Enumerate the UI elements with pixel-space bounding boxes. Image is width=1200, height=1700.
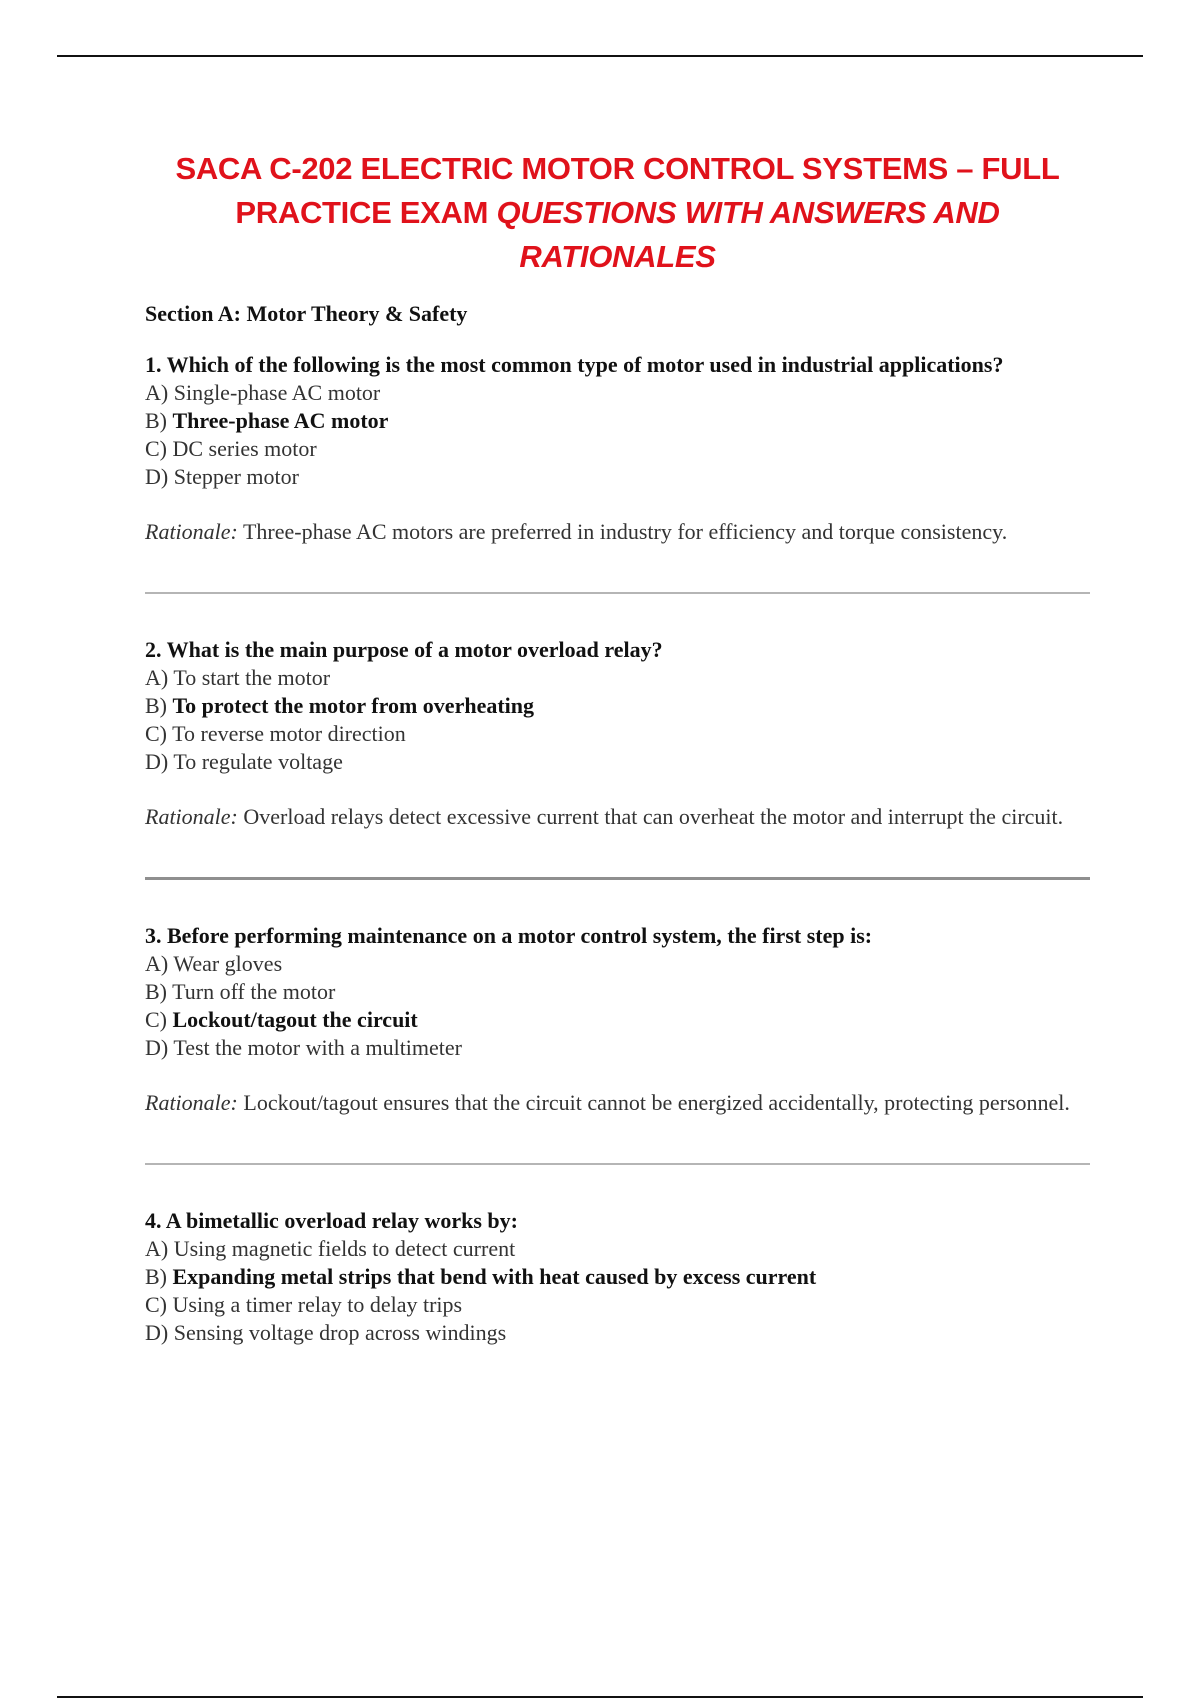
option-a: A) Wear gloves — [145, 951, 283, 976]
question-title: 4. A bimetallic overload relay works by: — [145, 1208, 518, 1233]
page-bottom-rule — [57, 1696, 1143, 1698]
question-divider — [145, 592, 1090, 594]
section-heading: Section A: Motor Theory & Safety — [145, 301, 468, 326]
rationale: Rationale: Overload relays detect excessive current that can overheat the motor and interrupt the circuit. — [145, 804, 1064, 829]
question-1 — [145, 351, 1090, 545]
question-title: 2. What is the main purpose of a motor overload relay? — [145, 637, 663, 662]
option-c-correct: C) Lockout/tagout the circuit — [145, 1007, 418, 1032]
option-c: C) To reverse motor direction — [145, 721, 406, 746]
page-title — [150, 147, 1085, 279]
option-d: D) Test the motor with a multimeter — [145, 1035, 463, 1060]
question-3 — [145, 922, 1090, 1116]
option-a: A) To start the motor — [145, 665, 331, 690]
option-b: B) Turn off the motor — [145, 979, 336, 1004]
question-title: 1. Which of the following is the most common type of motor used in industrial applications? — [145, 352, 1004, 377]
question-divider — [145, 1163, 1090, 1165]
question-title: 3. Before performing maintenance on a motor control system, the first step is: — [145, 923, 873, 948]
title-italic: QUESTIONS WITH ANSWERS AND RATIONALES — [496, 195, 1000, 274]
option-a: A) Single-phase AC motor — [145, 380, 381, 405]
rationale: Rationale: Three-phase AC motors are preferred in industry for efficiency and torque consistency. — [145, 519, 1008, 544]
question-4 — [145, 1207, 1090, 1347]
document-body — [145, 300, 1090, 1347]
question-2 — [145, 636, 1090, 830]
option-d: D) Stepper motor — [145, 464, 299, 489]
question-divider — [145, 877, 1090, 880]
option-b-correct: B) To protect the motor from overheating — [145, 693, 535, 718]
page-top-rule — [57, 55, 1143, 57]
option-b-correct: B) Expanding metal strips that bend with heat caused by excess current — [145, 1264, 817, 1289]
option-b-correct: B) Three-phase AC motor — [145, 408, 389, 433]
title-main: SACA C-202 ELECTRIC MOTOR CONTROL SYSTEMS – FULL PRACTICE EXAM — [175, 151, 1060, 230]
option-c: C) Using a timer relay to delay trips — [145, 1292, 463, 1317]
rationale: Rationale: Lockout/tagout ensures that the circuit cannot be energized accidentally, protecting personnel. — [145, 1090, 1070, 1115]
option-a: A) Using magnetic fields to detect current — [145, 1236, 516, 1261]
option-c: C) DC series motor — [145, 436, 317, 461]
option-d: D) To regulate voltage — [145, 749, 343, 774]
option-d: D) Sensing voltage drop across windings — [145, 1320, 507, 1345]
